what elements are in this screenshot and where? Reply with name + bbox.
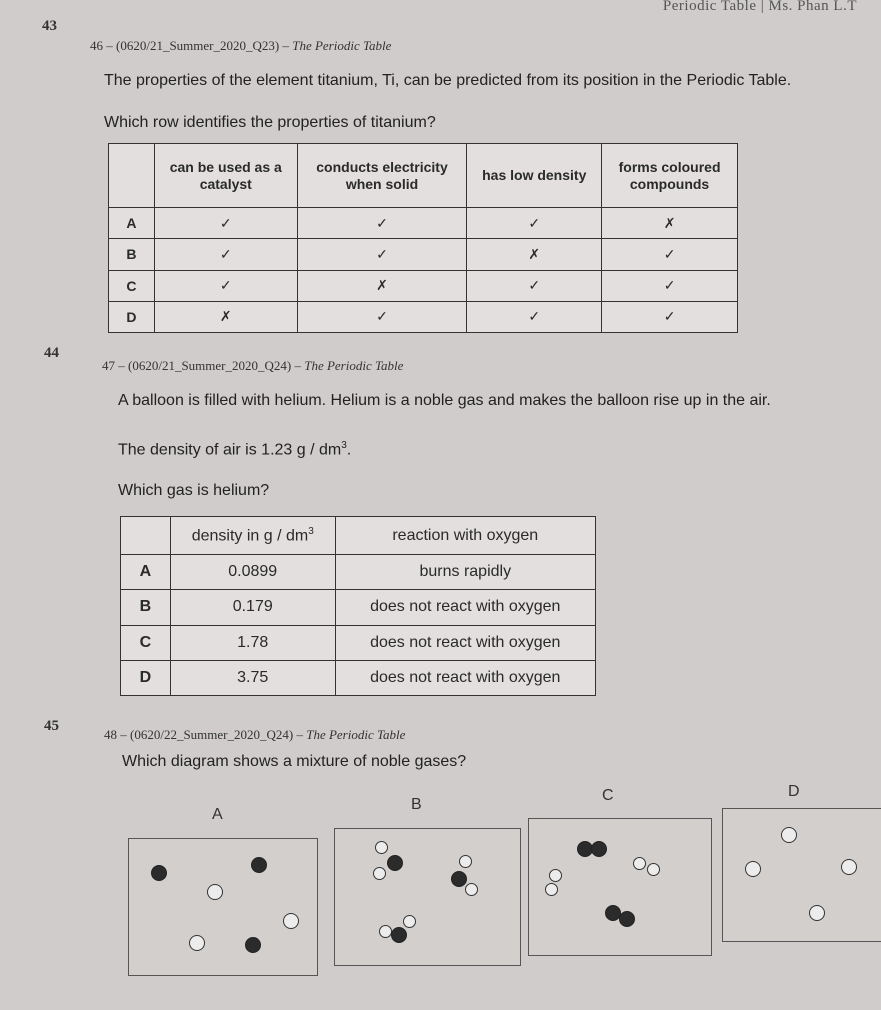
- question-reference: 47 – (0620/21_Summer_2020_Q24) – The Periodic Table: [102, 358, 404, 373]
- atom-light: [633, 857, 646, 870]
- question-prompt: Which gas is helium?: [118, 482, 270, 499]
- margin-number: 45: [44, 718, 59, 734]
- column-header: has low density: [467, 144, 602, 208]
- table-cell: does not react with oxygen: [335, 590, 595, 625]
- table-cell: does not react with oxygen: [335, 625, 595, 660]
- table-cell: ✗: [602, 208, 738, 239]
- atom-light: [465, 883, 478, 896]
- question-reference: 46 – (0620/21_Summer_2020_Q23) – The Periodic Table: [90, 38, 392, 53]
- table-row: [109, 239, 738, 270]
- atom-light: [207, 884, 223, 900]
- diagram-b[interactable]: [334, 828, 521, 966]
- margin-number: 43: [42, 18, 57, 34]
- table-cell: does not react with oxygen: [335, 660, 595, 695]
- column-header: can be used as a catalyst: [154, 144, 297, 208]
- table-cell: ✓: [154, 239, 297, 270]
- atom-light: [403, 915, 416, 928]
- table-row: [121, 660, 596, 695]
- table-cell: ✓: [154, 208, 297, 239]
- table-cell: ✓: [297, 239, 467, 270]
- option-label-c: C: [602, 787, 614, 804]
- atom-dark: [387, 855, 403, 871]
- density-statement: The density of air is 1.23 g / $dm^3$.: [118, 440, 352, 459]
- atom-light: [841, 859, 857, 875]
- column-header: reaction with oxygen: [335, 517, 595, 555]
- table-row: [109, 270, 738, 301]
- table-row: [109, 208, 738, 239]
- atom-dark: [591, 841, 607, 857]
- table-cell: ✓: [602, 270, 738, 301]
- table-cell: ✓: [602, 239, 738, 270]
- table-cell: ✓: [602, 301, 738, 332]
- column-header: density in g / $dm^3$: [170, 517, 335, 555]
- atom-light: [379, 925, 392, 938]
- table-cell: ✗: [297, 270, 467, 301]
- table-row: [121, 555, 596, 590]
- properties-table: [108, 143, 738, 333]
- option-label-b: B: [411, 796, 422, 813]
- atom-light: [745, 861, 761, 877]
- row-label: A: [121, 555, 171, 590]
- row-label: D: [121, 660, 171, 695]
- table-cell: 3.75: [170, 660, 335, 695]
- margin-number: 44: [44, 345, 59, 361]
- row-label: B: [109, 239, 155, 270]
- atom-dark: [151, 865, 167, 881]
- table-cell: ✓: [154, 270, 297, 301]
- question-reference: 48 – (0620/22_Summer_2020_Q24) – The Periodic Table: [104, 727, 406, 742]
- atom-light: [809, 905, 825, 921]
- question-prompt: Which diagram shows a mixture of noble gases?: [122, 753, 467, 770]
- row-label: B: [121, 590, 171, 625]
- question-text: The properties of the element titanium, Ti, can be predicted from its position in the Periodic Table.: [104, 72, 792, 89]
- table-cell: ✓: [467, 301, 602, 332]
- row-label: D: [109, 301, 155, 332]
- atom-light: [647, 863, 660, 876]
- row-label: C: [121, 625, 171, 660]
- table-cell: 0.0899: [170, 555, 335, 590]
- table-cell: ✓: [467, 270, 602, 301]
- atom-light: [549, 869, 562, 882]
- table-corner-cell: [121, 517, 171, 555]
- atom-dark: [391, 927, 407, 943]
- diagram-d[interactable]: [722, 808, 881, 942]
- atom-dark: [619, 911, 635, 927]
- table-row: [109, 301, 738, 332]
- table-cell: burns rapidly: [335, 555, 595, 590]
- table-row: [121, 590, 596, 625]
- atom-light: [189, 935, 205, 951]
- atom-light: [459, 855, 472, 868]
- atom-dark: [245, 937, 261, 953]
- column-header: conducts electricity when solid: [297, 144, 467, 208]
- table-cell: ✓: [297, 301, 467, 332]
- table-cell: ✗: [467, 239, 602, 270]
- question-prompt: Which row identifies the properties of titanium?: [104, 114, 436, 131]
- atom-light: [373, 867, 386, 880]
- atom-dark: [251, 857, 267, 873]
- atom-light: [283, 913, 299, 929]
- row-label: A: [109, 208, 155, 239]
- atom-light: [545, 883, 558, 896]
- table-cell: 0.179: [170, 590, 335, 625]
- question-text: A balloon is filled with helium. Helium is a noble gas and makes the balloon rise up in the air.: [118, 392, 771, 409]
- gas-table: [120, 516, 596, 696]
- atom-light: [375, 841, 388, 854]
- page-header: Periodic Table | Ms. Phan L.T: [662, 0, 857, 14]
- option-label-a: A: [212, 806, 223, 823]
- option-label-d: D: [788, 783, 800, 800]
- diagram-c[interactable]: [528, 818, 712, 956]
- table-cell: ✗: [154, 301, 297, 332]
- table-cell: ✓: [467, 208, 602, 239]
- row-label: C: [109, 270, 155, 301]
- atom-dark: [451, 871, 467, 887]
- table-row: [121, 625, 596, 660]
- table-corner-cell: [109, 144, 155, 208]
- table-cell: 1.78: [170, 625, 335, 660]
- atom-light: [781, 827, 797, 843]
- column-header: forms coloured compounds: [602, 144, 738, 208]
- table-cell: ✓: [297, 208, 467, 239]
- diagram-a[interactable]: [128, 838, 318, 976]
